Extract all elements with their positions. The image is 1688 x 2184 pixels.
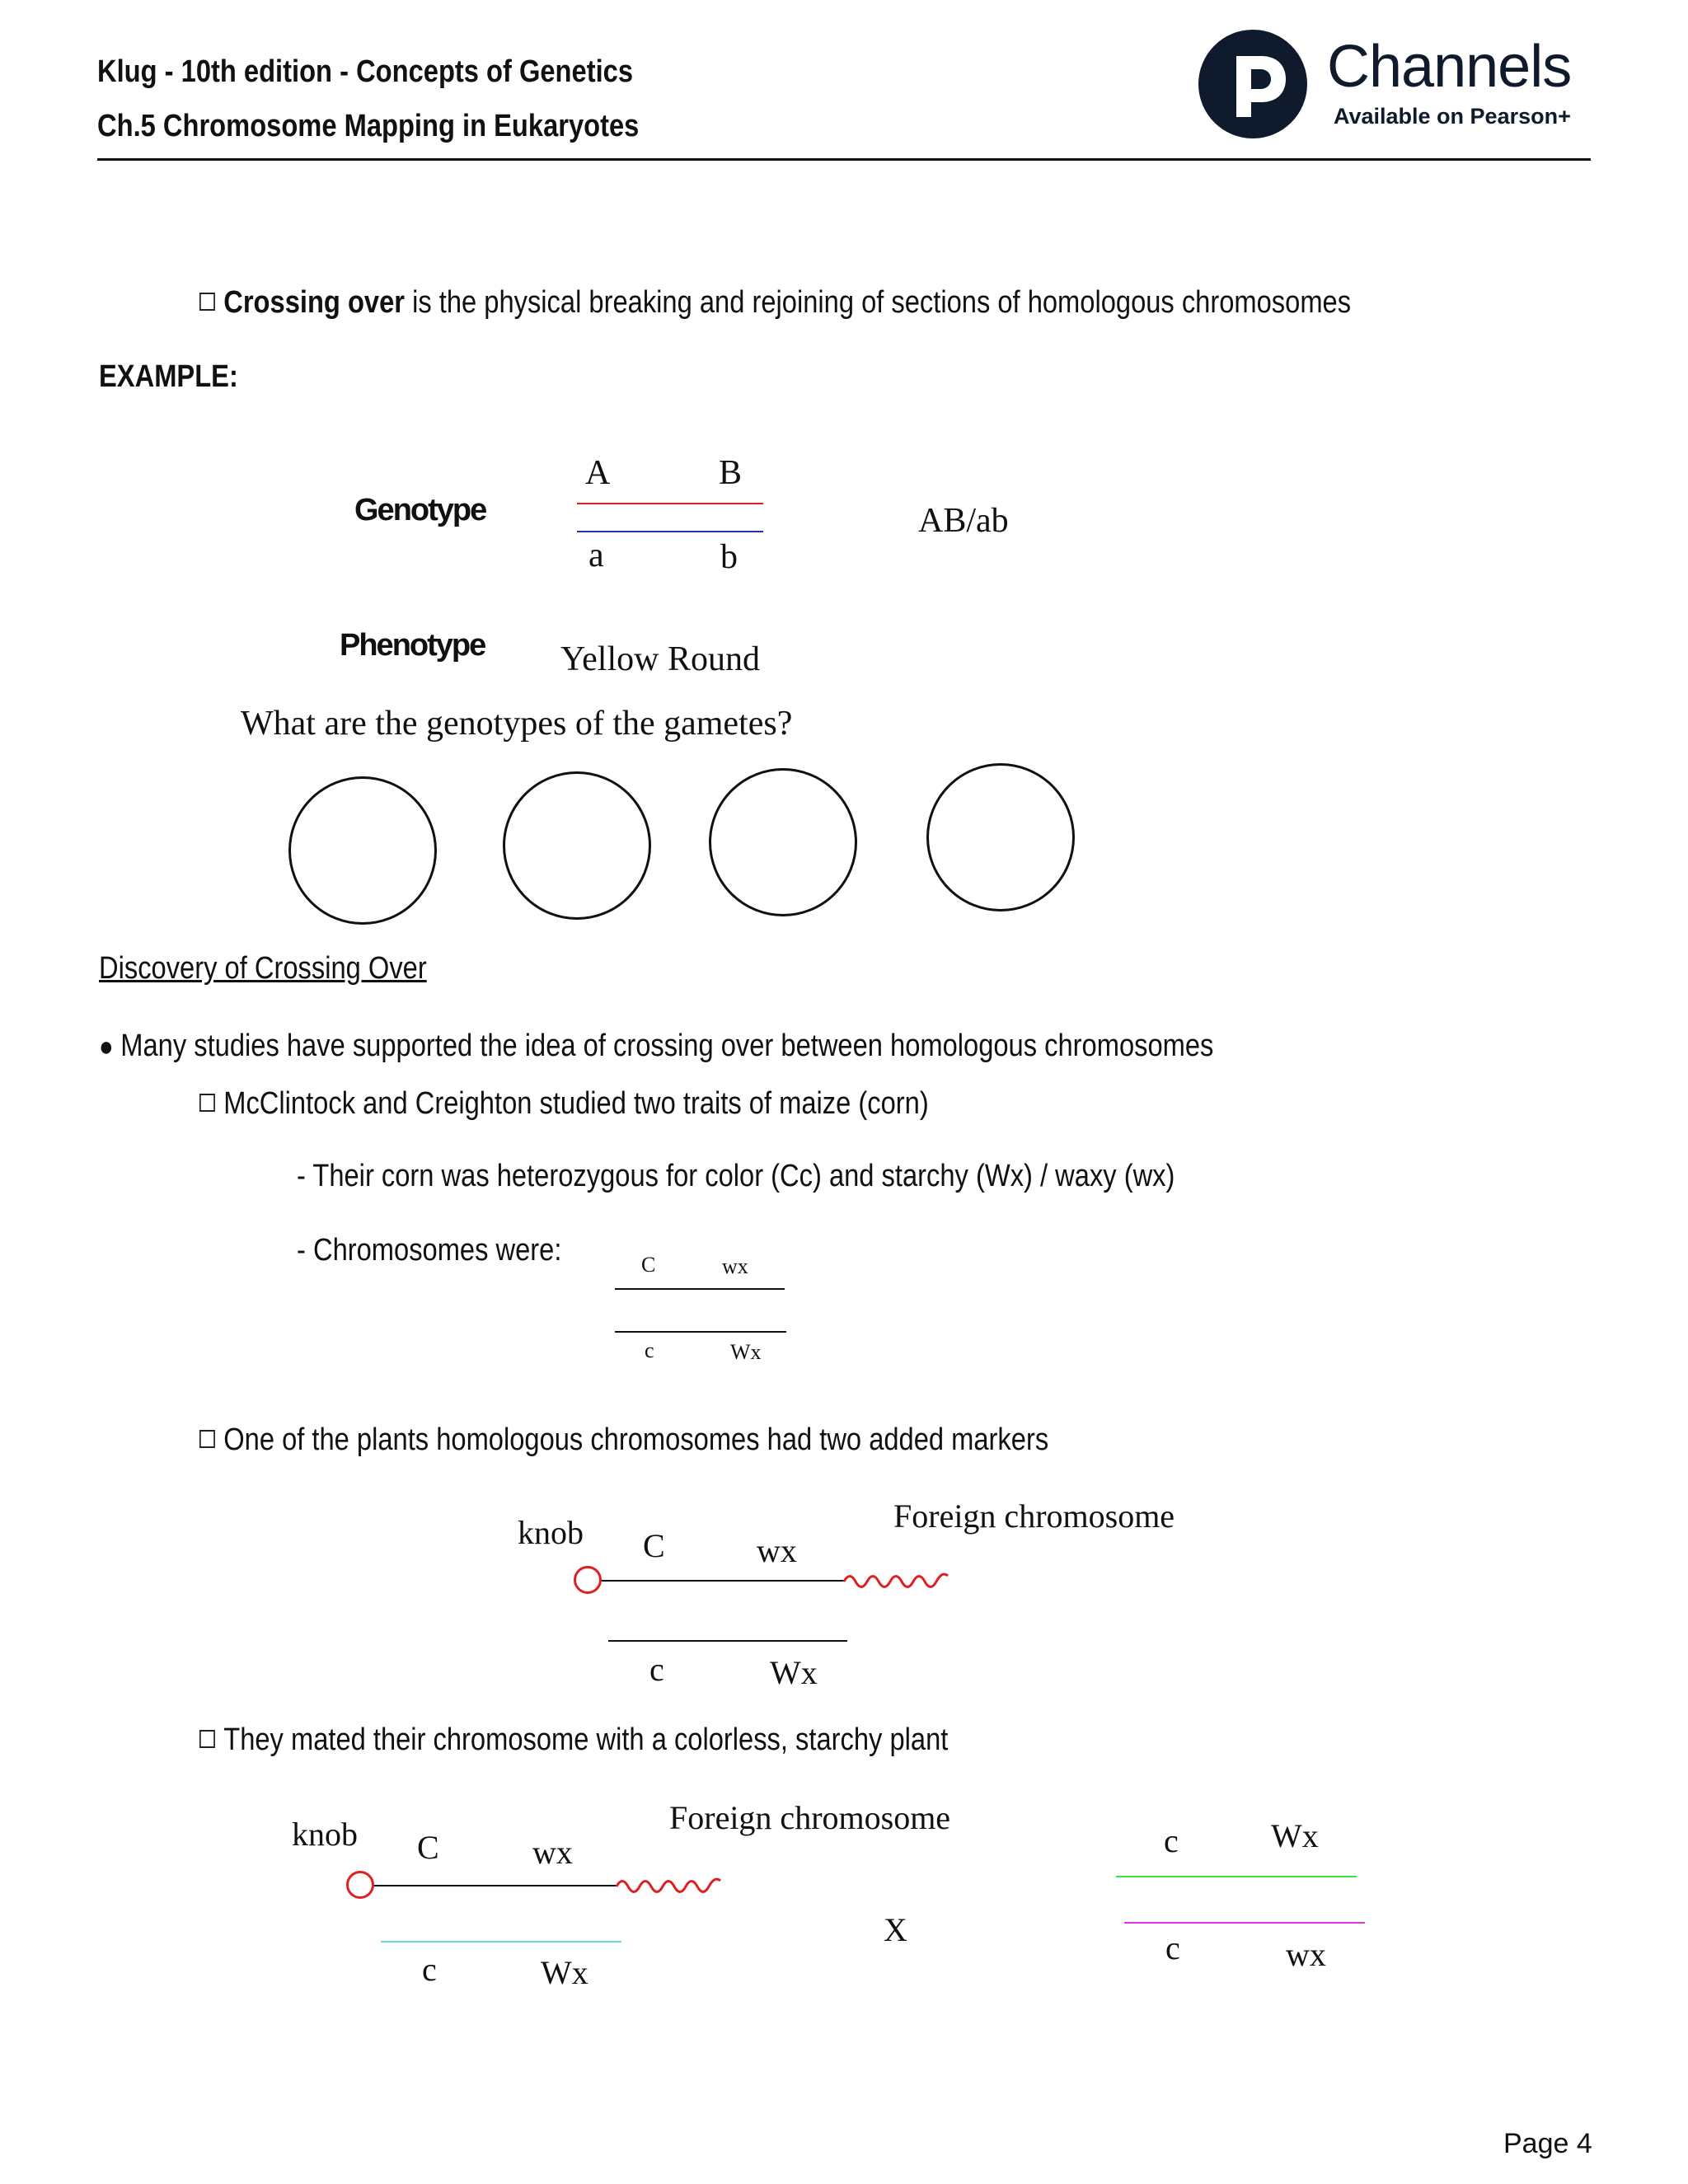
diag3-right-top-right: Wx [1271,1817,1319,1854]
diag3-foreign-squiggle-icon [615,1872,727,1897]
gamete-circle-1[interactable] [288,776,437,925]
sub-line-2 [199,1422,1048,1458]
dash-line-1: - Their corn was heterozygous for color (Cc) and starchy (Wx) / waxy (wx) [297,1159,1175,1193]
chrom1-bottom-right: Wx [730,1340,762,1364]
diag3-right-bottom-right: wx [1286,1936,1326,1973]
chromosome-top-red [577,503,763,504]
diag3-right-top-left: c [1164,1822,1179,1859]
diag3-bottom-line [381,1941,621,1943]
diag2-foreign-squiggle-icon [842,1568,954,1592]
diag2-bottom-right: Wx [770,1654,818,1691]
logo-brand: Channels [1327,34,1572,100]
header-divider [97,158,1591,161]
example-heading: EXAMPLE: [99,359,238,394]
chrom1-bottom-line [615,1331,786,1333]
chrom1-top-line [615,1288,785,1290]
intro-definition: is the physical breaking and rejoining of sections of homologous chromosomes [404,285,1352,320]
allele-B: B [719,454,743,492]
diag3-top-right: wx [532,1834,573,1871]
intro-term: Crossing over [223,285,405,320]
bullet-line [99,1029,1213,1064]
chapter-title: Ch.5 Chromosome Mapping in Eukaryotes [97,109,640,143]
chromosome-bottom-blue [577,531,763,532]
gametes-question: What are the genotypes of the gametes? [241,705,793,743]
chrom1-bottom-left: c [645,1338,654,1362]
gamete-circle-4[interactable] [926,763,1075,912]
sub-text-3: They mated their chromosome with a colorless, starchy plant [223,1722,949,1757]
diag2-foreign-label: Foreign chromosome [893,1497,1175,1535]
book-title: Klug - 10th edition - Concepts of Genetics [97,54,634,89]
pearson-channels-logo[interactable] [1197,28,1592,143]
checkbox-icon [199,293,215,311]
diag3-right-bottom-line [1124,1922,1365,1924]
checkbox-icon [199,1430,215,1448]
genotype-label: Genotype [354,493,486,527]
phenotype-value: Yellow Round [560,640,760,678]
checkbox-icon [199,1094,215,1112]
diag2-top-line [602,1580,846,1582]
discovery-heading: Discovery of Crossing Over [99,951,427,986]
pearson-p-icon [1197,28,1309,140]
gamete-circle-2[interactable] [503,771,651,920]
page-number: Page 4 [1503,2128,1592,2159]
gamete-circle-3[interactable] [709,768,857,916]
diag2-bottom-left: c [649,1651,664,1688]
intro-line [199,285,1351,321]
sub-line-1 [199,1086,929,1122]
diag3-knob-icon [346,1871,374,1899]
diag3-foreign-label: Foreign chromosome [669,1799,951,1836]
genotype-notation: AB/ab [918,502,1009,540]
diag3-right-top-line [1116,1876,1357,1877]
diag3-top-left: C [417,1829,439,1866]
diag3-knob-label: knob [292,1816,358,1853]
chrom1-top-right: wx [722,1254,748,1278]
bullet-dot-icon: ● [99,1031,114,1062]
allele-b: b [720,538,738,576]
bullet-text: Many studies have supported the idea of crossing over between homologous chromosomes [120,1029,1214,1063]
phenotype-label: Phenotype [340,628,485,663]
chrom1-top-left: C [641,1253,656,1277]
diag2-knob-icon [574,1566,602,1594]
cross-symbol: X [884,1911,907,1948]
checkbox-icon [199,1730,215,1748]
allele-A: A [585,454,611,492]
sub-line-3 [199,1722,948,1758]
diag2-top-right: wx [757,1532,797,1569]
diag2-top-left: C [643,1527,665,1564]
diag3-top-line [374,1885,618,1886]
diag2-bottom-line [608,1640,847,1642]
sub-text-1: McClintock and Creighton studied two traits of maize (corn) [223,1086,929,1121]
diag3-bottom-left: c [422,1951,437,1988]
allele-a: a [588,537,604,574]
diag2-knob-label: knob [518,1514,584,1551]
sub-text-2: One of the plants homologous chromosomes had two added markers [223,1422,1049,1457]
logo-tagline: Available on Pearson+ [1334,104,1571,129]
dash-line-2: - Chromosomes were: [297,1233,562,1268]
diag3-bottom-right: Wx [541,1954,588,1991]
diag3-right-bottom-left: c [1165,1929,1180,1966]
